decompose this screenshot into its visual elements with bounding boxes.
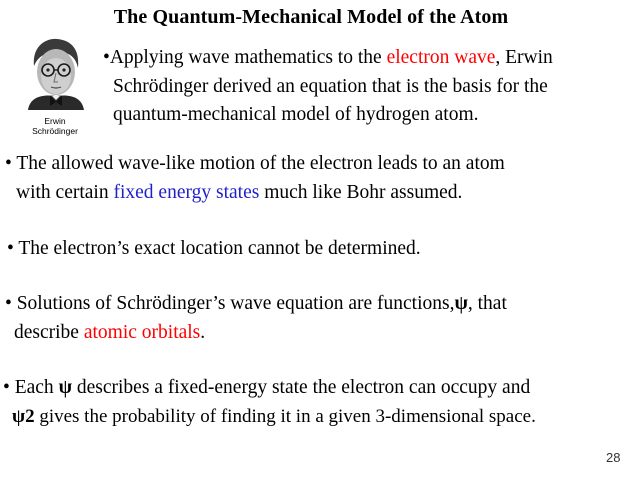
page-number: 28 [606, 450, 621, 465]
bullet-2-line-2: with certain fixed energy states much like Bohr assumed. [16, 182, 463, 203]
bullet-1-line-1: •Applying wave mathematics to the electron wave, Erwin [103, 47, 553, 68]
caption-first-name: Erwin [44, 116, 66, 126]
bullet-icon: • [7, 238, 14, 259]
highlight-electron-wave: electron wave [386, 47, 496, 68]
bullet-icon: • [103, 47, 110, 68]
highlight-atomic-orbitals: atomic orbitals [83, 322, 201, 343]
psi-symbol: ψ [454, 293, 468, 314]
highlight-fixed-energy-states: fixed energy states [113, 182, 260, 203]
slide-title: The Quantum-Mechanical Model of the Atom [113, 6, 509, 28]
schrodinger-portrait [24, 36, 88, 110]
bullet-5-line-1: • Each ψ describes a fixed-energy state the electron can occupy and [3, 377, 531, 398]
bullet-1-line-3: quantum-mechanical model of hydrogen atom. [113, 104, 479, 125]
bullet-icon: • [5, 293, 12, 314]
bullet-4-line-2: describe atomic orbitals. [14, 322, 206, 343]
psi-symbol: ψ [58, 377, 72, 398]
bullet-3-line-1: • The electron’s exact location cannot be determined. [7, 238, 421, 259]
portrait-caption [24, 117, 86, 136]
psi-squared-symbol: ψ2 [12, 406, 35, 427]
bullet-1-line-2: Schrödinger derived an equation that is the basis for the [113, 76, 548, 97]
bullet-5-line-2: ψ2 gives the probability of finding it in a given 3-dimensional space. [12, 406, 536, 427]
bullet-icon: • [5, 153, 12, 174]
bullet-2-line-1: • The allowed wave-like motion of the electron leads to an atom [5, 153, 505, 174]
bullet-4-line-1: • Solutions of Schrödinger’s wave equation are functions,ψ, that [5, 293, 507, 314]
caption-last-name: Schrödinger [32, 125, 78, 136]
bullet-icon: • [3, 377, 10, 398]
